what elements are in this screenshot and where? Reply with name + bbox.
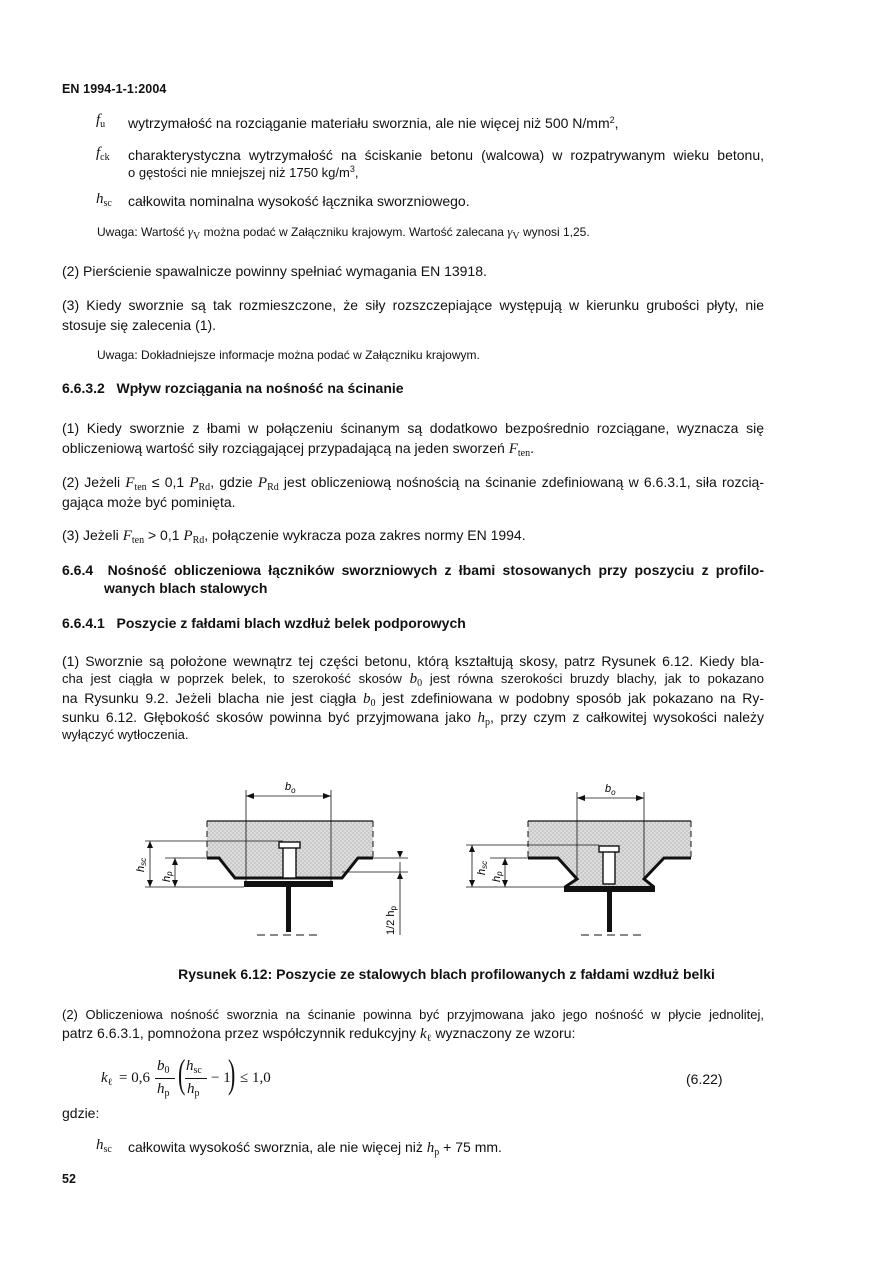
formula-paren-close: ) [227, 1051, 236, 1096]
heading-6-6-4: 6.6.4 Nośność obliczeniowa łączników sworzniowych z łbami stosowanych przy poszyciu z profilo- wanych blach stalowych [62, 562, 765, 596]
paragraph-6-6-3-2-3: (3) Jeżeli $F_{ten} > 0,1$ $P_{Rd}$, połączenie wykracza poza zakres normy EN 1994. [62, 527, 526, 546]
label-b0-left: $b_o$ [285, 781, 296, 795]
symbol-fck: $f_{ck}$ [96, 145, 110, 163]
formula-hp2: $h_p$ [187, 1081, 200, 1099]
stud-left [283, 845, 296, 878]
figure-6-12 [0, 770, 893, 945]
stud-head-left [279, 842, 300, 848]
figure-left-profile [135, 781, 408, 935]
beam-flange-right [564, 886, 655, 892]
label-hsc-left: hsc [135, 857, 148, 872]
label-half-hp: 1/2 hp [385, 906, 398, 935]
paragraph-6-6-4-1-1-line5: wyłączyć wytłoczenia. [62, 727, 189, 742]
formula-hsc: $h_{sc}$ [186, 1058, 202, 1076]
figure-right-profile [466, 783, 691, 935]
definition-fu-text: wytrzymałość na rozciąganie materiału sworznia, ale nie więcej niż 500 $N/mm^2$, [128, 115, 619, 131]
formula-hp: $h_p$ [157, 1081, 170, 1099]
equation-number: (6.22) [686, 1071, 723, 1087]
heading-6-6-3-2: 6.6.3.2 Wpływ rozciągania na nośność na ścinanie [62, 380, 404, 396]
symbol-hsc: $h_{sc}$ [96, 191, 112, 209]
paragraph-6-6-4-1-1-line4: sunku 6.12. Głębokość skosów powinna być przyjmowana jako $h_p$, przy czym z całkowitej wysokości należy [62, 709, 764, 728]
formula-b0: $b_0$ [157, 1058, 170, 1076]
beam-web-left [286, 887, 291, 932]
note-gamma-v: Uwaga: Wartość $\gamma_V$ można podać w Załączniku krajowym. Wartość zalecana $\gamma_V$ wynosi 1,25. [97, 224, 590, 242]
formula-fraction-bar-1 [155, 1078, 175, 1079]
symbol-fu: $f_u$ [96, 112, 106, 130]
beam-flange-left [244, 881, 333, 887]
definition-hsc-text: całkowita nominalna wysokość łącznika sworzniowego. [128, 193, 470, 209]
paragraph-3: (3) Kiedy sworznie są tak rozmieszczone, że siły rozszczepiające występują w kierunku grubości płyty, nie stosuje się zalecenia (1). [62, 297, 764, 333]
label-hp-left: hp [161, 871, 174, 882]
paragraph-6-6-3-2-2-line2: gająca może być pominięta. [62, 494, 236, 510]
stud-right [603, 851, 615, 884]
paragraph-6-6-4-1-1-line3: na Rysunku 9.2. Jeżeli blacha nie jest ciągła $b_0$ jest zdefiniowana w podobny sposób jak pokazano na Ry- [62, 690, 764, 709]
definition-hsc-bottom-text: całkowita wysokość sworznia, ale nie więcej niż $h_p + 75$ mm. [128, 1139, 502, 1158]
formula-fraction-bar-2 [185, 1078, 207, 1079]
beam-web-right [607, 892, 612, 932]
definition-fck-line2: o gęstości nie mniejszej niż 1750 $kg/m^3$, [128, 164, 359, 180]
heading-6-6-4-1: 6.6.4.1 Poszycie z fałdami blach wzdłuż belek podporowych [62, 615, 466, 631]
stud-head-right [599, 846, 619, 852]
paragraph-6-6-4-1-2-line1: (2) Obliczeniowa nośność sworznia na ścinanie powinna być przyjmowana jako jego nośność w płycie jednolitej, [62, 1007, 764, 1022]
figure-caption: Rysunek 6.12: Poszycie ze stalowych blach profilowanych z fałdami wzdłuż belki [178, 966, 715, 982]
definition-fck-line1: charakterystyczna wytrzymałość na ściskanie betonu (walcowa) w rozpatrywanym wieku betonu, [128, 147, 764, 163]
formula-minus-1: − 1 [211, 1070, 231, 1086]
formula-tail: ≤ 1,0 [240, 1070, 271, 1086]
formula-k-l: $k_\ell$ [101, 1070, 113, 1088]
paragraph-6-6-3-2-1: (1) Kiedy sworznie z łbami w połączeniu ścinanym są dodatkowo bezpośrednio rozciągane, wyznacza się obliczeniową wartość siły rozciągającej przypadającą na jeden sworzeń $F_{ten}$. [62, 420, 764, 459]
document-header: EN 1994-1-1:2004 [62, 82, 167, 96]
label-hp-right: hp [491, 871, 504, 882]
formula-paren-open: ( [177, 1051, 186, 1096]
paragraph-6-6-3-2-2-line1: (2) Jeżeli $F_{ten} \le 0,1$ $P_{Rd}$, gdzie $P_{Rd}$ jest obliczeniową nośnością na ścinanie zdefiniowaną w 6.6.3.1, siła rozcią- [62, 474, 764, 493]
where-label: gdzie: [62, 1105, 100, 1121]
symbol-hsc-bottom: $h_{sc}$ [96, 1137, 112, 1155]
label-hsc-right: hsc [476, 860, 489, 875]
formula-eq-0-6: = 0,6 [119, 1070, 150, 1086]
paragraph-6-6-4-1-2-line2: patrz 6.6.3.1, pomnożona przez współczynnik redukcyjny $k_\ell$ wyznaczony ze wzoru: [62, 1025, 576, 1044]
paragraph-6-6-4-1-1-line2: cha jest ciągła w poprzek belek, to szerokość skosów $b_0$ jest równa szerokości bruzdy blachy, jak to pokazano [62, 671, 764, 689]
page-number: 52 [62, 1172, 76, 1186]
paragraph-2: (2) Pierścienie spawalnicze powinny spełniać wymagania EN 13918. [62, 263, 487, 279]
formula-6-22 [101, 1051, 301, 1106]
paragraph-6-6-4-1-1-line1: (1) Sworznie są położone wewnątrz tej części betonu, którą kształtują skosy, patrz Rysunek 6.12. Kiedy bla- [62, 653, 764, 669]
note-national-annex: Uwaga: Dokładniejsze informacje można podać w Załączniku krajowym. [97, 348, 480, 362]
label-b0-right: $b_o$ [605, 783, 616, 797]
